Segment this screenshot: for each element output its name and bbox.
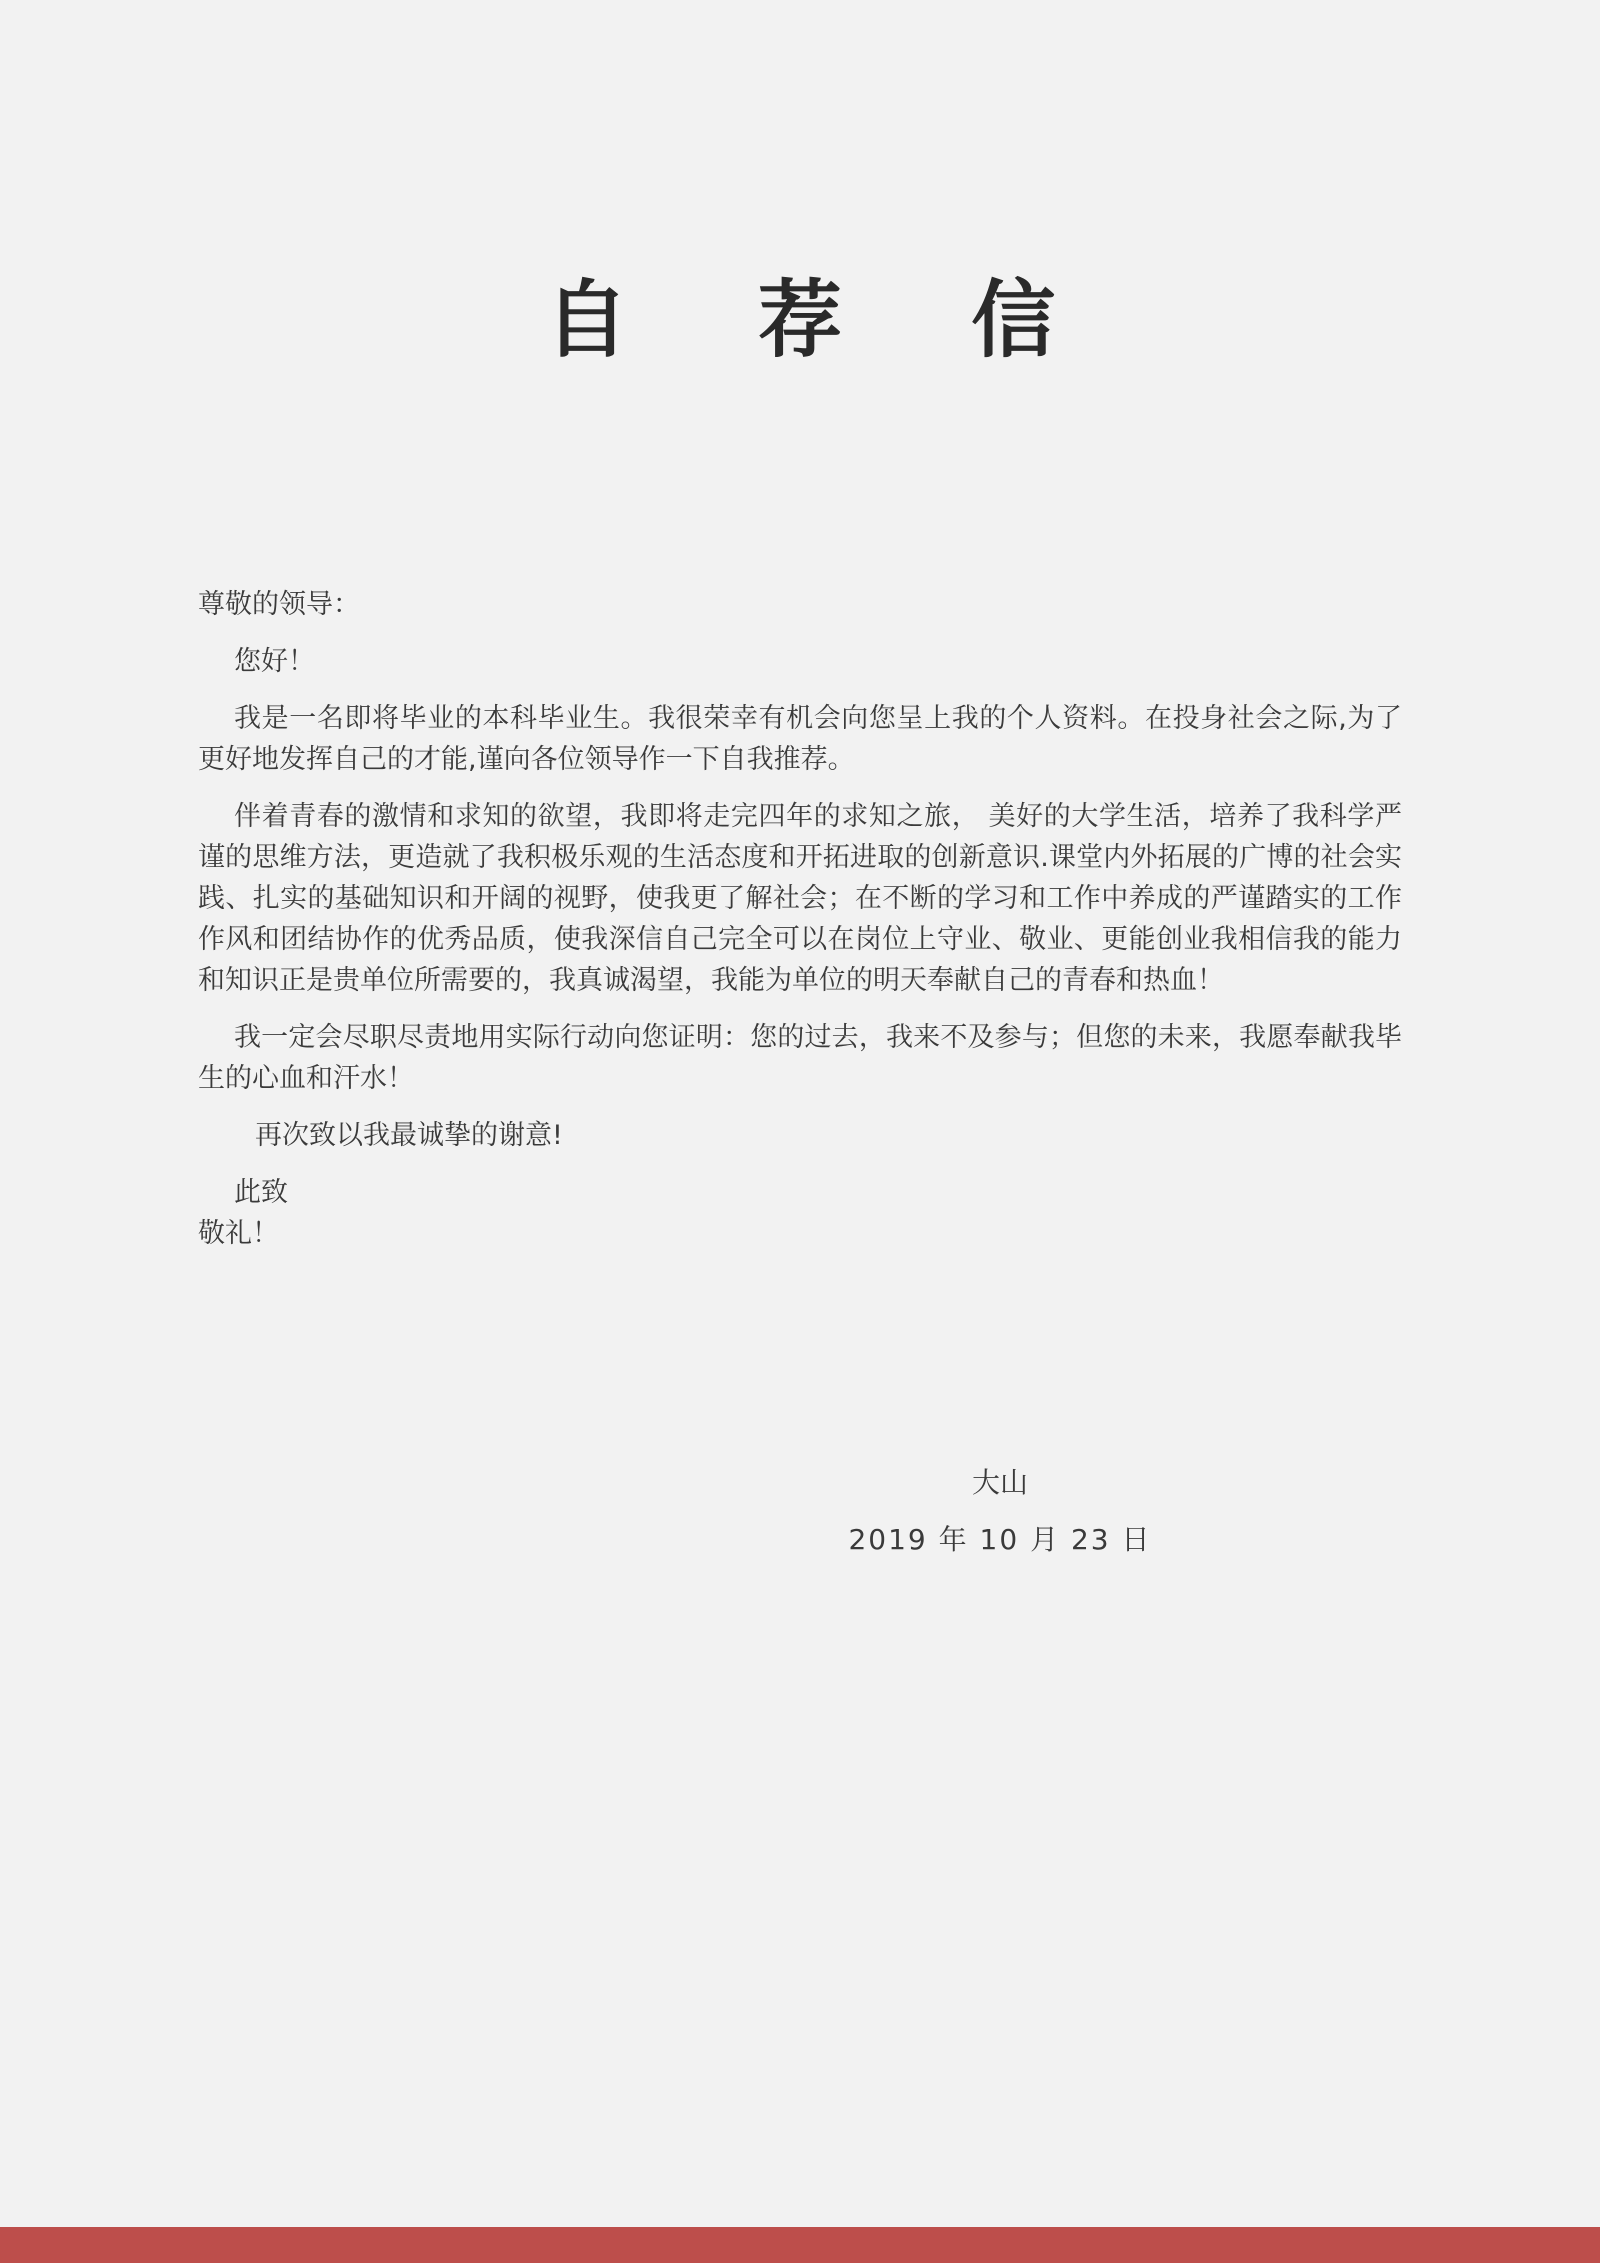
signature-date: 2019 年 10 月 23 日 [848, 1523, 1152, 1556]
closing-line-2: 敬礼！ [198, 1218, 279, 1249]
hello-line: 您好！ [234, 646, 315, 677]
page-title: 自 荐 信 [544, 271, 1106, 369]
paragraph-main: 伴着青春的激情和求知的欲望，我即将走完四年的求知之旅， 美好的大学生活，培养了我科学严谨的思维方法，更造就了我积极乐观的生活态度和开拓进取的创新意识.课堂内外拓展的广博的社会实践、扎实的基础知识和开阔的视野，使我更了解社会；在不断的学习和工作中养成的严谨踏实的工作作风和团结协作的优秀品质，使我深信自己完全可以在岗位上守业、敬业、更能创业我相信我的能力和知识正是贵单位所需要的，我真诚渴望，我能为单位的明天奉献自己的青春和热血！ [198, 801, 1402, 996]
thanks-line: 再次致以我最诚挚的谢意! [255, 1120, 563, 1151]
footer-accent-bar [0, 2227, 1600, 2263]
greeting: 尊敬的领导： [198, 589, 360, 620]
signature-name: 大山 [971, 1466, 1028, 1499]
paragraph-commitment: 我一定会尽职尽责地用实际行动向您证明：您的过去，我来不及参与；但您的未来，我愿奉献我毕生的心血和汗水！ [198, 1022, 1402, 1094]
letter-body [198, 584, 1402, 1254]
paragraph-intro: 我是一名即将毕业的本科毕业生。我很荣幸有机会向您呈上我的个人资料。在投身社会之际,为了更好地发挥自己的才能,谨向各位领导作一下自我推荐。 [198, 703, 1402, 775]
closing-block [198, 1172, 1402, 1254]
closing-line-1: 此致 [234, 1177, 288, 1208]
